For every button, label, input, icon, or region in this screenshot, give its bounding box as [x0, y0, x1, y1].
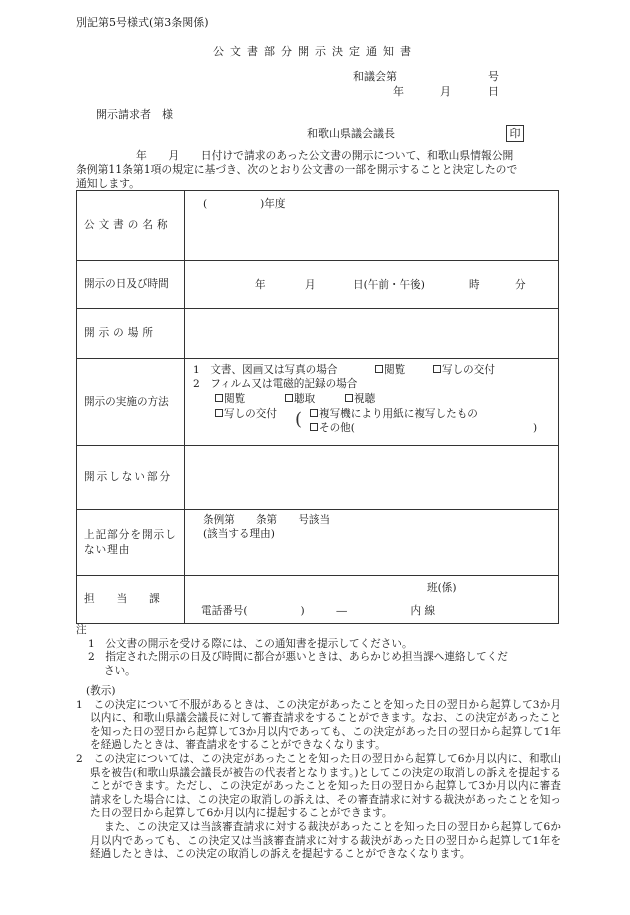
nondisclosed-value	[185, 446, 559, 510]
copy-delivery-label: 写しの交付	[442, 364, 495, 376]
left-brace-icon: (	[295, 409, 303, 430]
issuer: 和歌山県議会議長	[307, 127, 395, 140]
document-name-label: 公文書の名称	[77, 191, 185, 261]
view-label: 閲覧	[384, 364, 406, 376]
other-label: その他(	[319, 422, 355, 434]
reason-label-line-2: ない理由	[84, 543, 131, 556]
method-watch-option[interactable]	[345, 392, 375, 406]
watch-checkbox[interactable]	[345, 394, 353, 402]
notes-heading: 注	[76, 624, 87, 636]
notes-section	[76, 624, 561, 678]
instruction-section	[76, 685, 561, 862]
disclosure-hour: 時	[469, 279, 480, 291]
section-label: 班(係)	[427, 582, 457, 594]
view-checkbox[interactable]	[375, 365, 383, 373]
method-line-1: 1 文書、図画又は写真の場合	[193, 364, 338, 376]
row-place	[77, 309, 559, 359]
reason-label	[77, 510, 185, 576]
instruction-paragraph-3: また、この決定又は当該審査請求に対する裁決があったことを知った日の翌日から起算して6か月以内であっても、この決定又は当該審査請求に対する裁決があった日の翌日から起算して1年を経過したときは、この決定の取消しの訴えを提起することができなくなります。	[90, 820, 561, 861]
phone-number: 電話番号( ) ― 内 線	[201, 605, 436, 617]
date-time-label: 開示の日及び時間	[77, 261, 185, 309]
method-value	[185, 359, 559, 446]
date-day: 日	[488, 85, 499, 98]
seal-mark: 印	[506, 125, 524, 142]
method-copy-option[interactable]	[433, 363, 495, 377]
reason-detail: (該当する理由)	[203, 528, 275, 541]
row-method	[77, 359, 559, 446]
intro-line-2: 条例第11条第1項の規定に基づき、次のとおり公文書の一部を開示することと決定したので	[76, 163, 518, 176]
instruction-heading: (教示)	[86, 685, 116, 697]
copier-label: 複写機により用紙に複写したもの	[319, 408, 478, 420]
method-line-2: 2 フィルム又は電磁的記録の場合	[193, 378, 358, 390]
view2-checkbox[interactable]	[215, 394, 223, 402]
row-date-time	[77, 261, 559, 309]
disclosure-table	[76, 190, 559, 624]
copy-delivery2-checkbox[interactable]	[215, 409, 223, 417]
other-close-paren: )	[533, 422, 538, 434]
listen-label: 聴取	[294, 393, 316, 405]
instruction-paragraph-2: 2 この決定については、この決定があったことを知った日の翌日から起算して6か月以内に、和歌山県を被告(和歌山県議会議長が被告の代表者となります。)としてこの決定の取消しの訴えを提起することができます。ただし、この決定があったことを知った日の翌日から起算して3か月以内に審査請求をした場合には、この決定の取消しの訴えは、その審査請求に対する裁決があったことを知った日の翌日から起算して6か月以内に提起することができます。	[76, 752, 561, 820]
method-other-option[interactable]	[310, 421, 355, 435]
reason-value	[185, 510, 559, 576]
form-id: 別記第5号様式(第3条関係)	[76, 16, 209, 29]
method-copier-option[interactable]	[310, 407, 478, 421]
copier-checkbox[interactable]	[310, 409, 318, 417]
fiscal-year: ( )年度	[203, 198, 286, 210]
method-view-option[interactable]	[375, 363, 405, 377]
note-2: 2 指定された開示の日及び時間に都合が悪いときは、あらかじめ担当課へ連絡してくだ	[88, 651, 508, 664]
listen-checkbox[interactable]	[285, 394, 293, 402]
requester: 開示請求者 様	[96, 108, 173, 121]
department-value	[185, 576, 559, 624]
method-label: 開示の実施の方法	[77, 359, 185, 446]
copy-delivery2-label: 写しの交付	[224, 408, 277, 420]
method-copy2-option[interactable]	[215, 407, 277, 421]
place-value	[185, 309, 559, 359]
disclosure-day-ampm: 日(午前・午後)	[353, 279, 425, 291]
method-listen-option[interactable]	[285, 392, 315, 406]
note-1: 1 公文書の開示を受ける際には、この通知書を提示してください。	[88, 637, 413, 650]
department-label: 担当課	[77, 576, 185, 624]
date-year: 年	[393, 85, 404, 98]
disclosure-month: 月	[305, 279, 316, 291]
seal-stamp	[506, 125, 524, 142]
note-2-continued: さい。	[104, 664, 136, 677]
watch-label: 視聴	[354, 393, 376, 405]
reason-article: 条例第 条第 号該当	[203, 514, 331, 526]
disclosure-minute: 分	[515, 279, 526, 291]
intro-line-3: 通知します。	[76, 177, 140, 190]
document-name-value	[185, 191, 559, 261]
instruction-paragraph-1: 1 この決定について不服があるときは、この決定があったことを知った日の翌日から起算して3か月以内に、和歌山県議会議長に対して審査請求をすることができます。なお、この決定があったことを知った日の翌日から起算して3か月以内であっても、この決定があった日の翌日から起算して1年を経過したときは、審査請求をすることができなくなります。	[76, 698, 561, 752]
row-nondisclosed	[77, 446, 559, 510]
date-time-value	[185, 261, 559, 309]
row-document-name	[77, 191, 559, 261]
row-reason	[77, 510, 559, 576]
copy-delivery-checkbox[interactable]	[433, 365, 441, 373]
document-title: 公文書部分開示決定通知書	[213, 45, 417, 58]
method-view2-option[interactable]	[215, 392, 245, 406]
place-label: 開示の場所	[77, 309, 185, 359]
view2-label: 閲覧	[224, 393, 246, 405]
reason-label-line-1: 上記部分を開示し	[84, 529, 177, 542]
nondisclosed-label: 開示しない部分	[77, 446, 185, 510]
doc-number-suffix: 号	[488, 70, 499, 83]
row-department	[77, 576, 559, 624]
disclosure-year: 年	[255, 279, 266, 291]
doc-number-prefix: 和議会第	[353, 70, 397, 83]
intro-line-1: 年 月 日付けで請求のあった公文書の開示について、和歌山県情報公開	[136, 149, 514, 162]
other-checkbox[interactable]	[310, 423, 318, 431]
date-month: 月	[440, 85, 451, 98]
